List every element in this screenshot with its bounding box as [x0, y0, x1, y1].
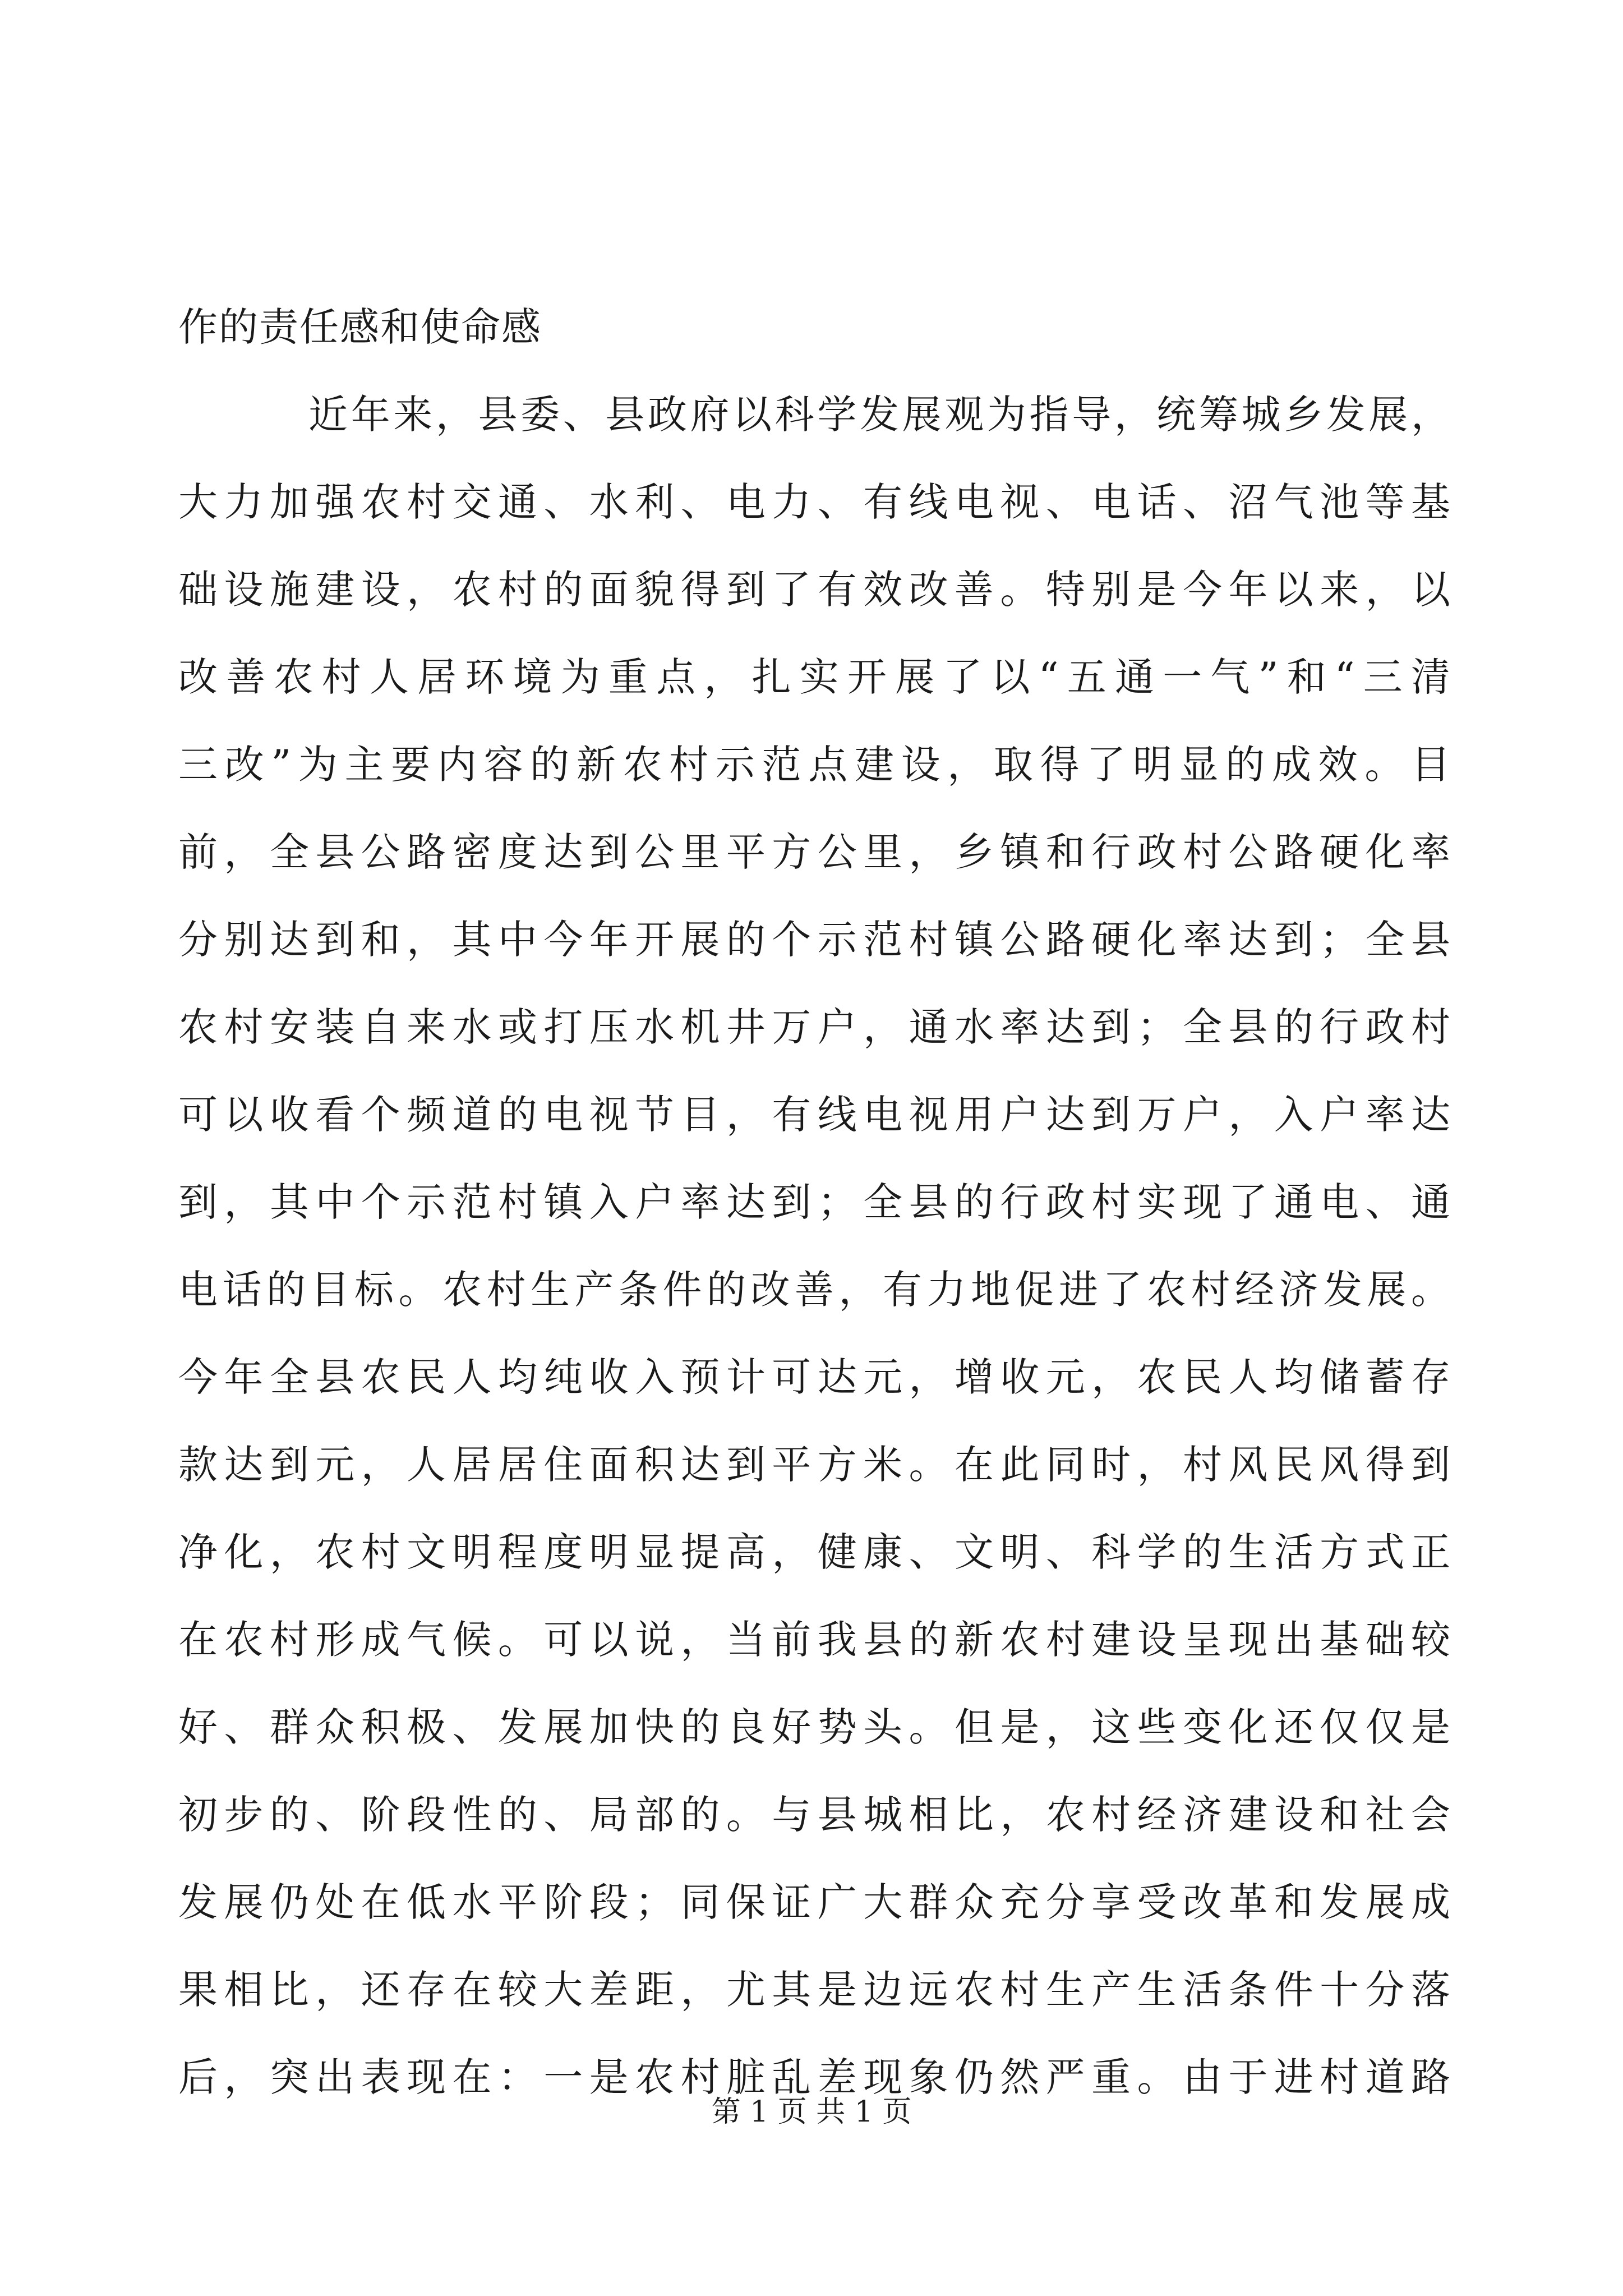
- paragraph-line: 可以收看个频道的电视节目，有线电视用户达到万户，入户率达: [178, 1092, 1451, 1138]
- paragraph-line: 三改”为主要内容的新农村示范点建设，取得了明显的成效。目: [178, 742, 1451, 788]
- paragraph-line: 农村安装自来水或打压水机井万户，通水率达到；全县的行政村: [178, 1004, 1451, 1050]
- paragraph-line: 近年来，县委、县政府以科学发展观为指导，统筹城乡发展，: [308, 392, 1451, 438]
- paragraph-line: 初步的、阶段性的、局部的。与县城相比，农村经济建设和社会: [178, 1792, 1451, 1838]
- paragraph-line: 款达到元，人居居住面积达到平方米。在此同时，村风民风得到: [178, 1442, 1451, 1488]
- paragraph-line: 果相比，还存在较大差距，尤其是边远农村生产生活条件十分落: [178, 1967, 1451, 2013]
- paragraph-line: 到，其中个示范村镇入户率达到；全县的行政村实现了通电、通: [178, 1179, 1451, 1225]
- page-footer: [0, 2092, 1623, 2132]
- paragraph-line: 分别达到和，其中今年开展的个示范村镇公路硬化率达到；全县: [178, 917, 1451, 963]
- paragraph-line: 础设施建设，农村的面貌得到了有效改善。特别是今年以来，以: [178, 567, 1451, 613]
- paragraph-line: 好、群众积极、发展加快的良好势头。但是，这些变化还仅仅是: [178, 1704, 1451, 1750]
- paragraph-line: 发展仍处在低水平阶段；同保证广大群众充分享受改革和发展成: [178, 1879, 1451, 1925]
- paragraph-line: 今年全县农民人均纯收入预计可达元，增收元，农民人均储蓄存: [178, 1354, 1451, 1400]
- paragraph-line: 改善农村人居环境为重点，扎实开展了以“五通一气”和“三清: [178, 654, 1451, 700]
- document-body: [178, 283, 1451, 2121]
- paragraph-line: 前，全县公路密度达到公里平方公里，乡镇和行政村公路硬化率: [178, 829, 1451, 875]
- paragraph-line: 净化，农村文明程度明显提高，健康、文明、科学的生活方式正: [178, 1529, 1451, 1575]
- continued-heading-line: 作的责任感和使命感: [178, 304, 542, 350]
- paragraph-line: 电话的目标。农村生产条件的改善，有力地促进了农村经济发展。: [178, 1267, 1451, 1313]
- page-number-label: 第 1 页 共 1 页: [711, 2095, 912, 2129]
- paragraph-line: 大力加强农村交通、水利、电力、有线电视、电话、沼气池等基: [178, 479, 1451, 525]
- paragraph-line: 后，突出表现在：一是农村脏乱差现象仍然严重。由于进村道路: [178, 2054, 1451, 2100]
- paragraph-line: 在农村形成气候。可以说，当前我县的新农村建设呈现出基础较: [178, 1617, 1451, 1663]
